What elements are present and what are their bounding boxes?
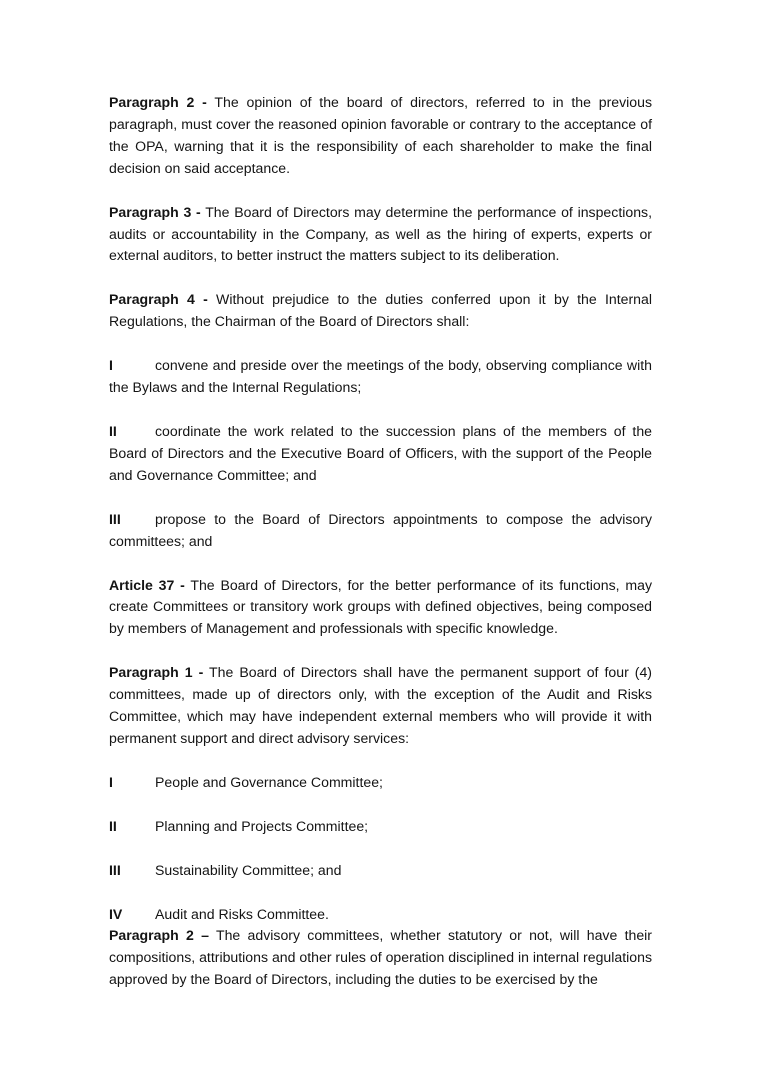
- paragraph-4-chairman: [109, 289, 652, 333]
- item-number: III: [109, 510, 121, 527]
- committee-list-item: [109, 904, 652, 926]
- paragraph-text: The Board of Directors shall have the permanent support of four (4) committees, made up of directors only, with the exception of the Audit and Risks Committee, which may have independent external members who will provide it with permanent support and direct advisory services:: [109, 664, 653, 746]
- item-text: propose to the Board of Directors appointments to compose the advisory committees; and: [109, 510, 652, 549]
- paragraph-2-opinion: [109, 92, 652, 180]
- item-number: III: [109, 861, 121, 878]
- item-number: II: [109, 422, 117, 439]
- paragraph-text: The Board of Directors, for the better performance of its functions, may create Committees or transitory work groups with defined objectives, being composed by members of Management and professionals with specific knowledge.: [109, 576, 652, 637]
- item-text: Planning and Projects Committee;: [155, 817, 369, 834]
- item-text: Sustainability Committee; and: [155, 861, 342, 878]
- paragraph-lead: Article 37 -: [109, 576, 185, 593]
- paragraph-1-committees: [109, 662, 652, 750]
- paragraph-lead: Paragraph 3 -: [109, 203, 201, 220]
- chairman-duty-item: [109, 509, 652, 553]
- paragraph-text: Without prejudice to the duties conferred upon it by the Internal Regulations, the Chairman of the Board of Directors shall:: [109, 291, 652, 330]
- paragraph-text: The opinion of the board of directors, referred to in the previous paragraph, must cover the reasoned opinion favorable or contrary to the acceptance of the OPA, warning that it is the responsibility of each shareholder to make the final decision on said acceptance.: [109, 94, 653, 176]
- paragraph-3-inspections: [109, 202, 652, 268]
- item-text: coordinate the work related to the succession plans of the members of the Board of Directors and the Executive Board of Officers, with the support of the People and Governance Committee; and: [109, 422, 652, 483]
- committee-list-item: [109, 772, 652, 794]
- paragraph-text: The Board of Directors may determine the performance of inspections, audits or accountability in the Company, as well as the hiring of experts, experts or external auditors, to better instruct the matters subject to its deliberation.: [109, 203, 653, 264]
- item-number: I: [109, 357, 113, 374]
- chairman-duty-item: [109, 355, 652, 399]
- paragraph-lead: Paragraph 2 –: [109, 927, 209, 944]
- paragraph-text: The advisory committees, whether statutory or not, will have their compositions, attributions and other rules of operation disciplined in internal regulations approved by the Board of Directors, including the duties to be exercised by the: [109, 927, 652, 988]
- item-number: II: [109, 817, 117, 834]
- committee-list-item: [109, 860, 652, 882]
- item-text: Audit and Risks Committee.: [155, 905, 329, 922]
- item-text: convene and preside over the meetings of the body, observing compliance with the Bylaws and the Internal Regulations;: [109, 357, 652, 396]
- item-number: I: [109, 773, 113, 790]
- item-text: People and Governance Committee;: [155, 773, 383, 790]
- article-37: [109, 575, 652, 641]
- paragraph-2-advisory-committees: [109, 925, 652, 991]
- paragraph-lead: Paragraph 1 -: [109, 664, 204, 681]
- document-page: [109, 92, 652, 991]
- paragraph-lead: Paragraph 4 -: [109, 291, 208, 308]
- chairman-duty-item: [109, 421, 652, 487]
- item-number: IV: [109, 905, 123, 922]
- paragraph-lead: Paragraph 2 -: [109, 94, 207, 110]
- committee-list-item: [109, 816, 652, 838]
